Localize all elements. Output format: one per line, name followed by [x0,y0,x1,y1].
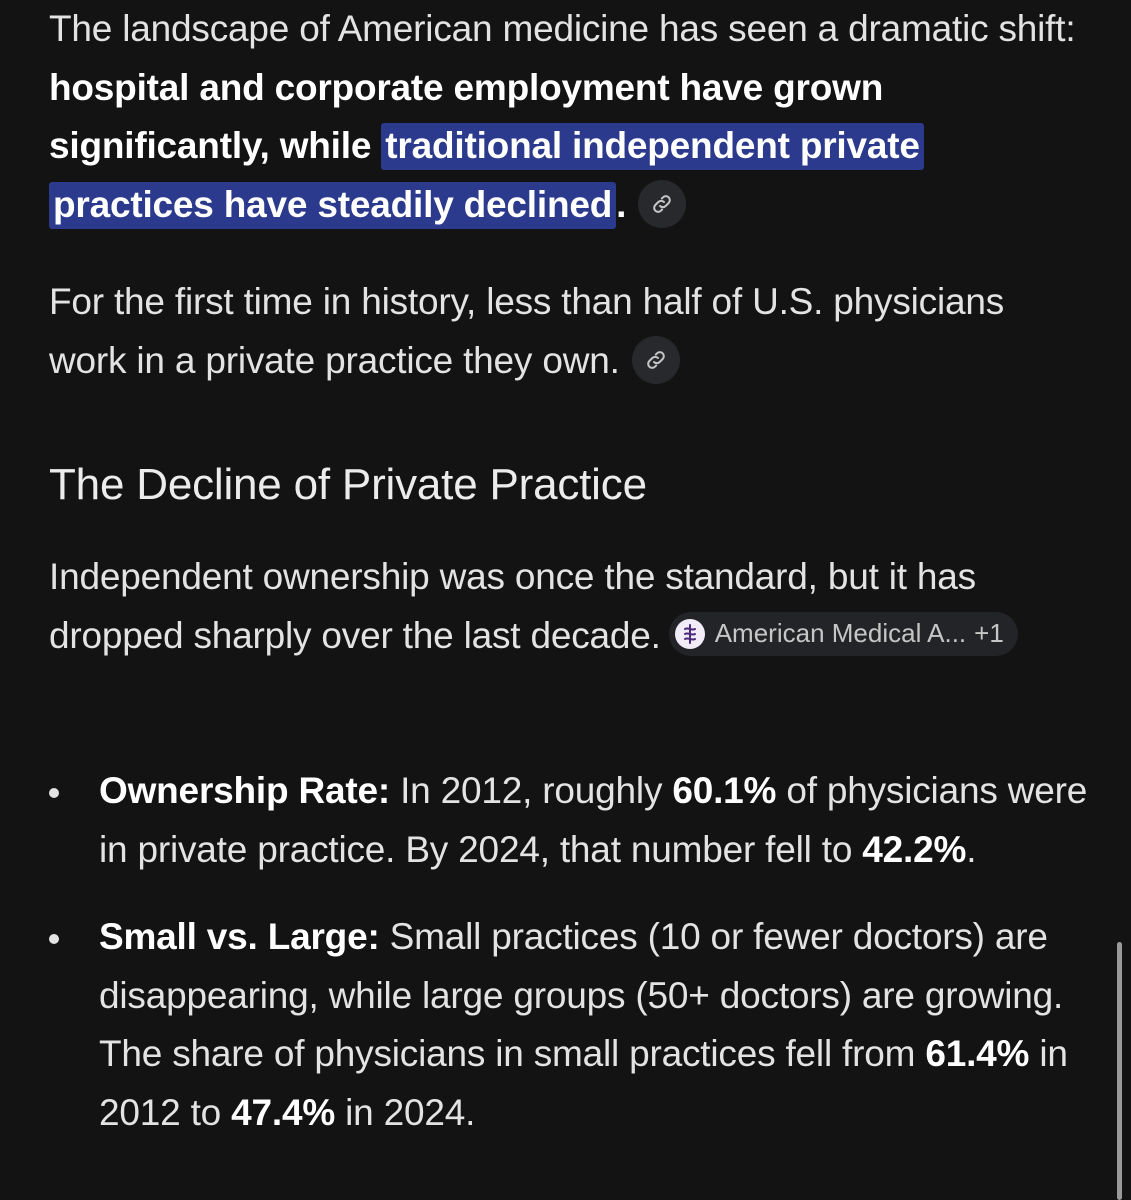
bullet-text: In 2012, roughly [390,770,673,811]
history-text: For the first time in history, less than half of U.S. physicians work in a private practice they own. [49,281,1005,381]
statistics-list [49,762,1089,1142]
bullet-icon [49,788,59,798]
bullet-label: Ownership Rate: [99,770,390,811]
source-count: +1 [974,618,1004,649]
bullet-label: Small vs. Large: [99,916,380,957]
citation-link-button[interactable] [638,180,686,228]
link-icon [650,192,674,216]
citation-link-button[interactable] [632,336,680,384]
bullet-icon [49,934,59,944]
bullet-text: . [966,828,977,870]
intro-period: . [616,183,627,225]
list-item [49,762,1089,879]
bullet-value: 60.1% [672,770,777,811]
list-item [49,908,1089,1142]
bullet-value: 61.4% [925,1033,1030,1074]
intro-bold-text: hospital and corporate employment have grown significantly, while [49,66,884,166]
history-paragraph [49,273,1089,390]
link-icon [644,348,668,372]
intro-text: The landscape of American medicine has seen a dramatic shift: [49,8,1076,49]
source-label: American Medical A... [714,618,967,649]
intro-paragraph [49,0,1089,234]
bullet-text: in 2012 to [99,1033,1068,1133]
scrollbar[interactable] [1117,942,1122,1200]
ownership-paragraph [49,548,1089,665]
bullet-value: 42.2% [862,828,967,870]
source-chip[interactable] [669,612,1018,656]
bullet-text: Small practices (10 or fewer doctors) are disappearing, while large groups (50+ doctors) are growing. The share of physicians in small practices fell from [99,916,1064,1074]
source-logo-icon [675,619,705,649]
bullet-value: 47.4% [231,1091,336,1133]
highlighted-text: traditional independent private practices have steadily declined [49,123,924,229]
section-heading: The Decline of Private Practice [49,460,647,509]
bullet-text: of physicians were in private practice. By 2024, that number fell to [99,770,1088,870]
bullet-text: in 2024. [335,1091,476,1133]
ownership-text: Independent ownership was once the standard, but it has dropped sharply over the last decade. [49,556,976,656]
